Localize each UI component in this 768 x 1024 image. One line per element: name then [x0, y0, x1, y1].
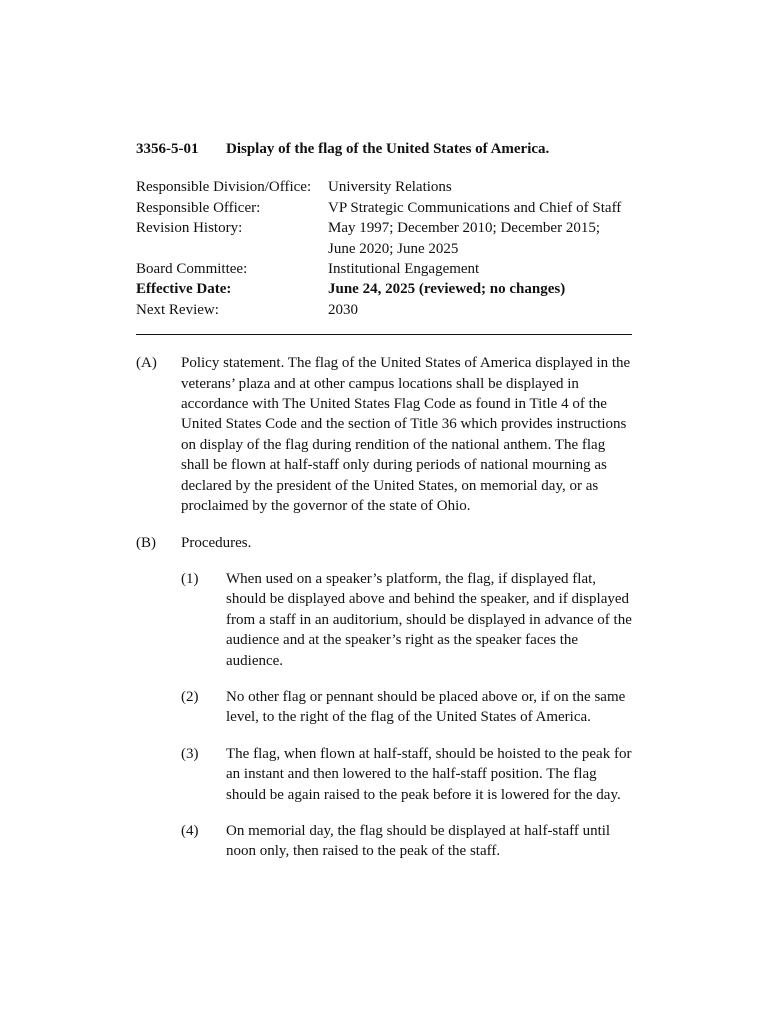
meta-label: Responsible Division/Office: — [136, 179, 312, 196]
meta-value: Institutional Engagement — [328, 261, 480, 278]
meta-row-board-committee — [136, 259, 632, 279]
item-marker: (2) — [181, 688, 199, 705]
procedure-item-2 — [181, 687, 632, 728]
meta-value: June 24, 2025 (reviewed; no changes) — [328, 281, 566, 298]
divider — [136, 334, 632, 335]
meta-row-division — [136, 177, 632, 197]
section-b — [136, 533, 632, 553]
item-marker: (1) — [181, 570, 199, 587]
section-text: Procedures. — [181, 534, 252, 551]
meta-row-revision-history — [136, 218, 632, 259]
rule-title: Display of the flag of the United States of America. — [226, 141, 550, 157]
section-text: Policy statement. The flag of the United States of America displayed in the veterans’ plaza and at other campus locations shall be displayed in accordance with The United States Flag Code as found in Title 4 of the United States Code and the section of Title 36 which provides instructions on display of the flag during rendition of the national anthem. The flag shall be flown at half-staff only during periods of national mourning as declared by the president of the United States, on memorial day, or as proclaimed by the governor of the state of Ohio. — [181, 355, 631, 515]
procedure-item-4 — [181, 821, 632, 862]
meta-label: Revision History: — [136, 220, 243, 237]
meta-value: VP Strategic Communications and Chief of Staff — [328, 199, 622, 216]
metadata-table — [136, 177, 632, 320]
policy-document — [136, 139, 632, 862]
section-marker: (A) — [136, 355, 157, 372]
meta-label: Board Committee: — [136, 261, 248, 278]
item-marker: (4) — [181, 822, 199, 839]
rule-number: 3356-5-01 — [136, 141, 199, 157]
item-text: No other flag or pennant should be placed above or, if on the same level, to the right of the flag of the United States of America. — [226, 688, 626, 726]
section-marker: (B) — [136, 534, 156, 551]
meta-row-next-review — [136, 300, 632, 320]
section-a — [136, 353, 632, 516]
meta-row-officer — [136, 198, 632, 218]
item-text: The flag, when flown at half-staff, should be hoisted to the peak for an instant and then lowered to the half-staff position. The flag should be again raised to the peak before it is lowered for the day. — [226, 745, 632, 803]
procedure-item-3 — [181, 744, 632, 805]
item-text: On memorial day, the flag should be displayed at half-staff until noon only, then raised to the peak of the staff. — [226, 822, 611, 860]
document-title — [136, 139, 632, 159]
item-text: When used on a speaker’s platform, the flag, if displayed flat, should be displayed above and behind the speaker, and if displayed from a staff in an auditorium, should be displayed in advance of the audience and at the speaker’s right as the speaker faces the audience. — [226, 570, 632, 669]
meta-value: University Relations — [328, 179, 452, 196]
procedure-item-1 — [181, 569, 632, 671]
item-marker: (3) — [181, 745, 199, 762]
meta-row-effective-date — [136, 279, 632, 299]
meta-label: Responsible Officer: — [136, 199, 261, 216]
meta-label: Next Review: — [136, 301, 219, 318]
meta-value: 2030 — [328, 301, 358, 318]
meta-value: May 1997; December 2010; December 2015; June 2020; June 2025 — [328, 220, 600, 257]
meta-label: Effective Date: — [136, 281, 232, 298]
